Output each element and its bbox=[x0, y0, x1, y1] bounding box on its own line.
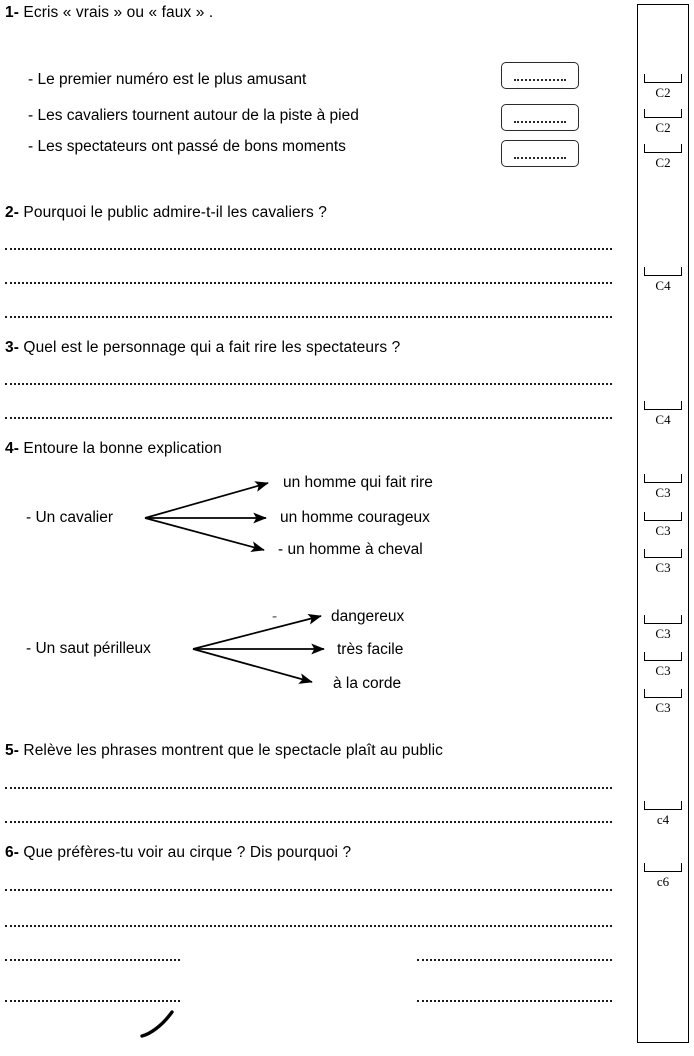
competency-code: C3 bbox=[655, 626, 671, 641]
question-6-prompt: Que préfères-tu voir au cirque ? Dis pourquoi ? bbox=[23, 844, 352, 861]
mark-bracket bbox=[644, 401, 682, 410]
diagram-2-choice-2[interactable]: très facile bbox=[337, 641, 404, 658]
question-5-number: 5- bbox=[5, 742, 19, 759]
answer-box-dots bbox=[514, 157, 566, 159]
question-2-heading bbox=[5, 204, 327, 222]
diagram-2-choice-1[interactable]: dangereux bbox=[331, 608, 405, 625]
diagram-1-arrows bbox=[140, 470, 285, 570]
question-1-number: 1- bbox=[5, 4, 19, 21]
mark-bracket bbox=[644, 863, 682, 872]
question-3-prompt: Quel est le personnage qui a fait rire les spectateurs ? bbox=[23, 339, 401, 356]
question-2-prompt: Pourquoi le public admire-t-il les cavaliers ? bbox=[23, 204, 327, 221]
mark-bracket bbox=[644, 474, 682, 483]
competency-code: C2 bbox=[655, 85, 671, 100]
question-2-number: 2- bbox=[5, 204, 19, 221]
question-4-heading bbox=[5, 440, 222, 458]
competency-code: C3 bbox=[655, 523, 671, 538]
answer-line-left[interactable] bbox=[5, 959, 180, 961]
question-1-statement-3: - Les spectateurs ont passé de bons moments bbox=[28, 138, 346, 155]
diagram-2-stray-dash: - bbox=[272, 608, 278, 625]
question-6-number: 6- bbox=[5, 844, 19, 861]
answer-line[interactable] bbox=[5, 889, 612, 891]
question-3-heading bbox=[5, 339, 400, 357]
competency-code: C2 bbox=[655, 120, 671, 135]
diagram-1-choice-2[interactable]: un homme courageux bbox=[280, 509, 430, 526]
answer-line-right[interactable] bbox=[417, 959, 612, 961]
question-4-number: 4- bbox=[5, 440, 19, 457]
answer-line[interactable] bbox=[5, 787, 612, 789]
competency-code: C2 bbox=[655, 155, 671, 170]
question-1-statement-1: - Le premier numéro est le plus amusant bbox=[28, 71, 307, 88]
competency-code: C3 bbox=[655, 485, 671, 500]
question-1-answer-box-2[interactable] bbox=[501, 104, 579, 131]
mark-bracket bbox=[644, 109, 682, 118]
competency-code: C3 bbox=[655, 700, 671, 715]
question-1-heading bbox=[5, 4, 213, 22]
competency-code: C3 bbox=[655, 663, 671, 678]
answer-line[interactable] bbox=[5, 925, 612, 927]
mark-bracket bbox=[644, 74, 682, 83]
question-1-statement-2: - Les cavaliers tournent autour de la piste à pied bbox=[28, 107, 359, 124]
answer-line[interactable] bbox=[5, 383, 612, 385]
competency-code: c4 bbox=[656, 812, 670, 827]
answer-box-dots bbox=[514, 79, 566, 81]
mark-bracket bbox=[644, 615, 682, 624]
mark-bracket bbox=[644, 801, 682, 810]
question-1-prompt: Ecris « vrais » ou « faux » . bbox=[23, 4, 214, 21]
diagram-1-choice-3[interactable]: - un homme à cheval bbox=[278, 541, 423, 558]
diagram-2-choice-3[interactable]: à la corde bbox=[333, 675, 402, 692]
question-5-heading bbox=[5, 742, 443, 760]
answer-line[interactable] bbox=[5, 282, 612, 284]
question-3-number: 3- bbox=[5, 339, 19, 356]
diagram-2-arrows bbox=[188, 602, 338, 702]
competency-code: c6 bbox=[656, 874, 670, 889]
answer-line-right[interactable] bbox=[417, 1000, 612, 1002]
answer-line[interactable] bbox=[5, 316, 612, 318]
competency-code: C4 bbox=[655, 412, 671, 427]
handwriting-stroke bbox=[140, 1006, 190, 1047]
mark-bracket bbox=[644, 652, 682, 661]
question-5-prompt: Relève les phrases montrent que le spectacle plaît au public bbox=[23, 742, 443, 759]
question-4-prompt: Entoure la bonne explication bbox=[23, 440, 222, 457]
competency-code: C4 bbox=[655, 278, 671, 293]
competency-code: C3 bbox=[655, 560, 671, 575]
diagram-1-stem: - Un cavalier bbox=[26, 509, 113, 526]
question-1-answer-box-1[interactable] bbox=[501, 62, 579, 89]
mark-bracket bbox=[644, 267, 682, 276]
mark-bracket bbox=[644, 512, 682, 521]
answer-box-dots bbox=[514, 121, 566, 123]
mark-bracket bbox=[644, 549, 682, 558]
diagram-2-stem: - Un saut périlleux bbox=[26, 640, 151, 657]
competency-marking-column bbox=[637, 4, 689, 1043]
answer-line[interactable] bbox=[5, 248, 612, 250]
answer-line[interactable] bbox=[5, 417, 612, 419]
answer-line[interactable] bbox=[5, 821, 612, 823]
question-1-answer-box-3[interactable] bbox=[501, 140, 579, 167]
mark-bracket bbox=[644, 144, 682, 153]
diagram-1-choice-1[interactable]: un homme qui fait rire bbox=[283, 474, 433, 491]
question-6-heading bbox=[5, 844, 351, 862]
mark-bracket bbox=[644, 689, 682, 698]
answer-line-left[interactable] bbox=[5, 1000, 180, 1002]
